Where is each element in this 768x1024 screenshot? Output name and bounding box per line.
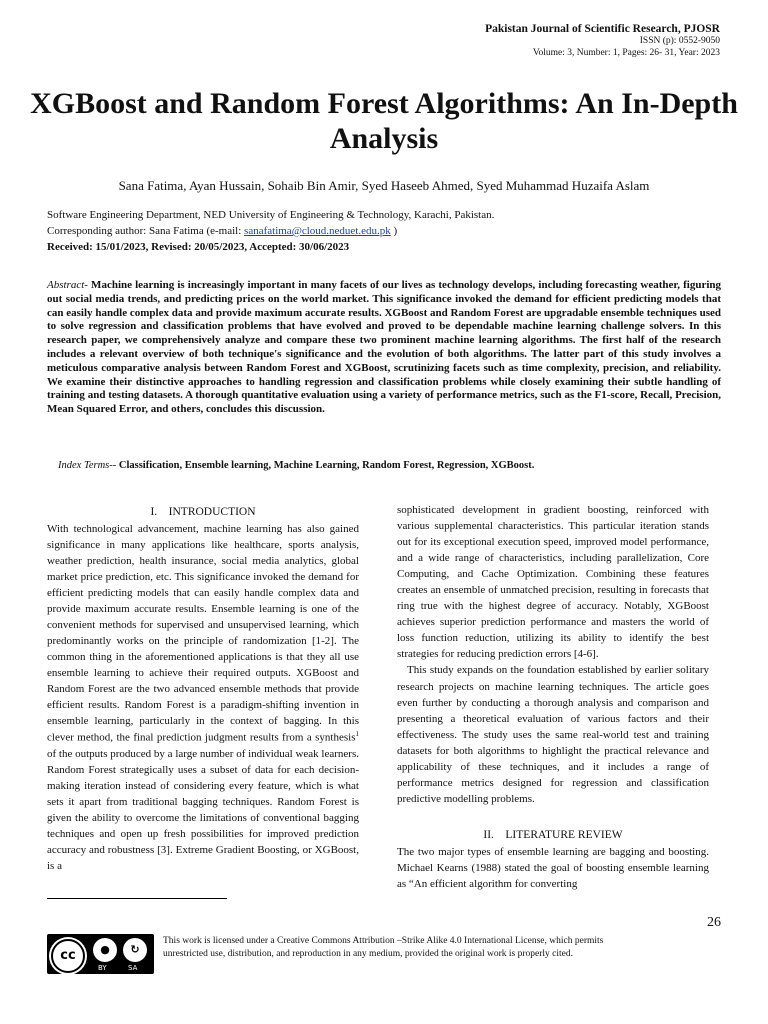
footnote-rule — [47, 898, 227, 899]
index-terms-text: Classification, Ensemble learning, Machine Learning, Random Forest, Regression, XGBoost. — [116, 460, 535, 471]
corresponding-suffix: ) — [390, 224, 398, 237]
corresponding-prefix: Corresponding author: Sana Fatima (e-mail: — [47, 224, 245, 237]
journal-volume: Volume: 3, Number: 1, Pages: 26- 31, Year: 2023 — [532, 48, 720, 59]
section-heading-literature-review: II. LITERATURE REVIEW — [483, 828, 623, 841]
journal-issn: ISSN (p): 0552-9050 — [639, 36, 720, 47]
share-alike-icon: ↻ — [123, 938, 147, 962]
literature-paragraph: The two major types of ensemble learning are bagging and boosting. Michael Kearns (1988) stated the goal of boosting ensemble learning as “An efficient algorithm for converting — [397, 845, 709, 890]
corresponding-author — [47, 224, 721, 240]
left-column — [47, 504, 359, 874]
intro-paragraph — [47, 521, 359, 875]
intro-continuation-paragraph: sophisticated development in gradient boosting, reinforced with various supplemental characteristics. This particular iteration stands out for its exceptional execution speed, improved model performance, and a wide range of characteristics, including parallelization, Core Computing, and Cache Optimization. Combining these features creates an ensemble of unmatched precision, resulting in forecasts that ring true with the highest degree of accuracy. Notably, XGBoost achieves superior prediction performance and masters the world of loss function reduction, utilizing its ability to identify the best strategies for reducing prediction errors [4-6]. — [397, 504, 709, 661]
abstract — [47, 279, 721, 417]
index-terms — [58, 460, 721, 471]
study-paragraph: This study expands on the foundation established by earlier solitary research projects on machine learning techniques. The article goes even further by conducting a thorough analysis and comparison and presenting a theoretical evaluation of various factors and their effectiveness. The study uses the same real-world test and training datasets for both algorithms to highlight the practical relevance and applicability of these techniques, and it includes a range of performance metrics designed for regression and classification predictive modelling problems. — [397, 664, 709, 805]
section-heading-introduction: I. INTRODUCTION — [150, 506, 256, 518]
intro-text-part2: of the outputs produced by a large number of individual weak learners. Random Forest strategically uses a subset of data for each decision-making iteration instead of considering every feature, which is what sets it apart from traditional bagging techniques. Random Forest is given the ability to overcome the limitations of conventional bagging techniques and open up fresh possibilities for improved prediction accuracy and robustness [3]. Extreme Gradient Boosting, or XGBoost, is a — [47, 748, 359, 873]
journal-header — [485, 22, 720, 60]
abstract-label: Abstract- — [47, 279, 88, 291]
intro-text-part1: With technological advancement, machine learning has also gained significance in many applications like healthcare, sports analysis, weather prediction, health insurance, social media analytics, global market price prediction, etc. This significance invoked the demand for efficient predicting models that can easily handle complex data and provide maximum accurate results. Ensemble learning is one of the convenient methods for supervised and unsupervised learning, which predominantly works on the principle of randomization [1-2]. The common thing in the aforementioned applications is that they all use ensemble learning to achieve their required outputs. XGBoost and Random Forest are the two advanced ensemble methods that provide efficient results. Random Forest is a paradigm-shifting invention in ensemble learning, particularly in the context of bagging. In this clever method, the final prediction judgment results from a synthesis — [47, 522, 359, 745]
author-email-link[interactable]: sanafatima@cloud.neduet.edu.pk — [244, 224, 391, 237]
page-number: 26 — [707, 915, 721, 930]
cc-by-label: BY — [98, 964, 107, 972]
attribution-person-icon: ● — [93, 938, 117, 962]
footnote-marker: 1 — [355, 730, 359, 739]
submission-dates: Received: 15/01/2023, Revised: 20/05/2023, Accepted: 30/06/2023 — [47, 240, 350, 253]
affiliation: Software Engineering Department, NED University of Engineering & Technology, Karachi, Pakistan. — [47, 209, 495, 221]
index-terms-label: Index Terms-- — [58, 460, 117, 471]
license-notice: This work is licensed under a Creative Commons Attribution –Strike Alike 4.0 International License, which permits unrestricted use, distribution, and reproduction in any medium, provided the original work is properly cited. — [163, 936, 604, 959]
journal-name: Pakistan Journal of Scientific Research, PJOSR — [485, 23, 720, 35]
abstract-text: Machine learning is increasingly important in many facets of our lives as technology develops, including forecasting weather, figuring out social media trends, and predicting prices on the world market. This significance invoked the demand for efficient predicting models that can easily handle complex data and provide maximum accurate results. XGBoost and Random Forest are upgradable ensemble techniques used to solve regression and classification problems that have evolved and proved to be dependable machine learning challenge solvers. In this research paper, we comprehensively analyze and compare these two prominent machine learning algorithms. The first half of the research includes a relevant overview of both technique's significance and the evolution of both algorithms. The latter part of this study involves a meticulous comparative analysis between Random Forest and XGBoost, scrutinizing facets such as time complexity, precision, and reliability. We examine their distinctive approaches to handling regression and classification problems while closely examining their subtle handling of training and testing datasets. A thorough quantitative evaluation using a variety of performance metrics, such as the F1-score, Recall, Precision, Mean Squared Error, and others, concludes this discussion. — [47, 279, 721, 416]
cc-icon: cc — [51, 939, 85, 973]
cc-sa-label: SA — [128, 964, 138, 972]
affiliation-block — [47, 208, 721, 256]
right-column — [397, 502, 709, 892]
section-spacer — [397, 807, 709, 827]
author-list: Sana Fatima, Ayan Hussain, Sohaib Bin Amir, Syed Haseeb Ahmed, Syed Muhammad Huzaifa Aslam — [118, 178, 650, 193]
paper-title: XGBoost and Random Forest Algorithms: An In-Depth Analysis — [30, 87, 738, 156]
creative-commons-badge[interactable] — [47, 934, 154, 974]
